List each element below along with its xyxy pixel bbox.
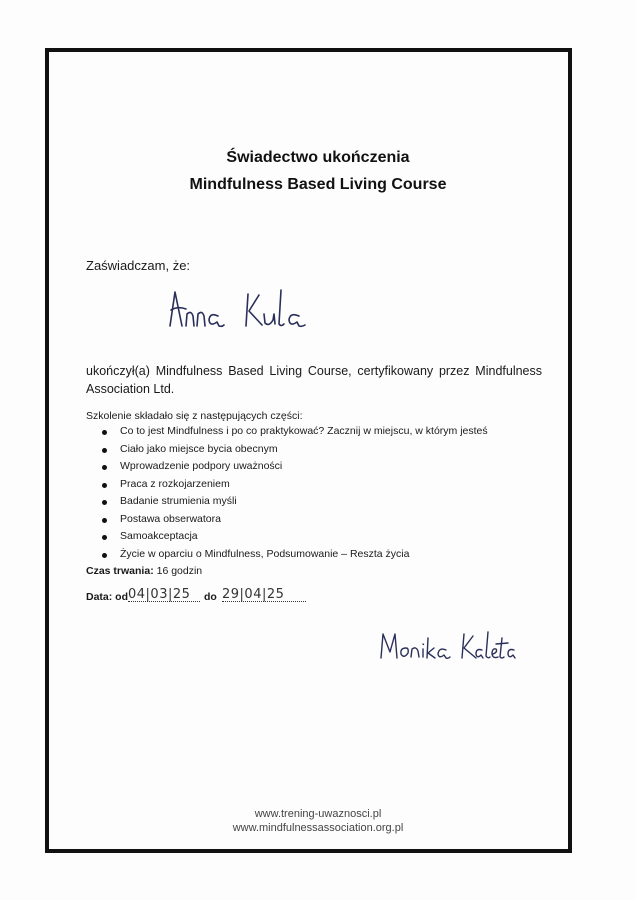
list-item: Co to jest Mindfulness i po co praktykować? Zacznij w miejscu, w którym jesteś: [102, 423, 488, 441]
intro-text: Zaświadczam, że:: [86, 258, 191, 273]
list-item: Samoakceptacja: [102, 528, 488, 546]
list-item: Życie w oparciu o Mindfulness, Podsumowanie – Reszta życia: [102, 546, 488, 564]
completion-statement: ukończył(a) Mindfulness Based Living Course, certyfikowany przez Mindfulness Association Ltd.: [86, 364, 542, 396]
parts-heading: Szkolenie składało się z następujących części:: [86, 410, 303, 422]
course-name: Mindfulness Based Living Course: [189, 176, 447, 193]
list-item: Ciało jako miejsce bycia obecnym: [102, 441, 488, 459]
list-item: Badanie strumienia myśli: [102, 493, 488, 511]
date-to-value: 29|04|25: [222, 587, 306, 602]
date-from-label: Data: od: [86, 591, 128, 603]
footer-website-2: www.mindfulnessassociation.org.pl: [232, 822, 404, 834]
participant-signature: [166, 286, 326, 337]
date-from-value: 04|03|25: [128, 587, 200, 602]
list-item: Praca z rozkojarzeniem: [102, 476, 488, 494]
duration-value: 16 godzin: [156, 565, 203, 577]
duration-row: [86, 565, 202, 577]
duration-label: Czas trwania:: [86, 565, 154, 577]
course-parts-list: [102, 423, 488, 563]
list-item: Postawa obserwatora: [102, 511, 488, 529]
date-to-label: do: [204, 591, 217, 603]
certificate-title: Świadectwo ukończenia: [226, 149, 410, 166]
instructor-signature: [378, 626, 518, 667]
list-item: Wprowadzenie podpory uważności: [102, 458, 488, 476]
footer-website-1: www.trening-uwaznosci.pl: [254, 808, 382, 820]
